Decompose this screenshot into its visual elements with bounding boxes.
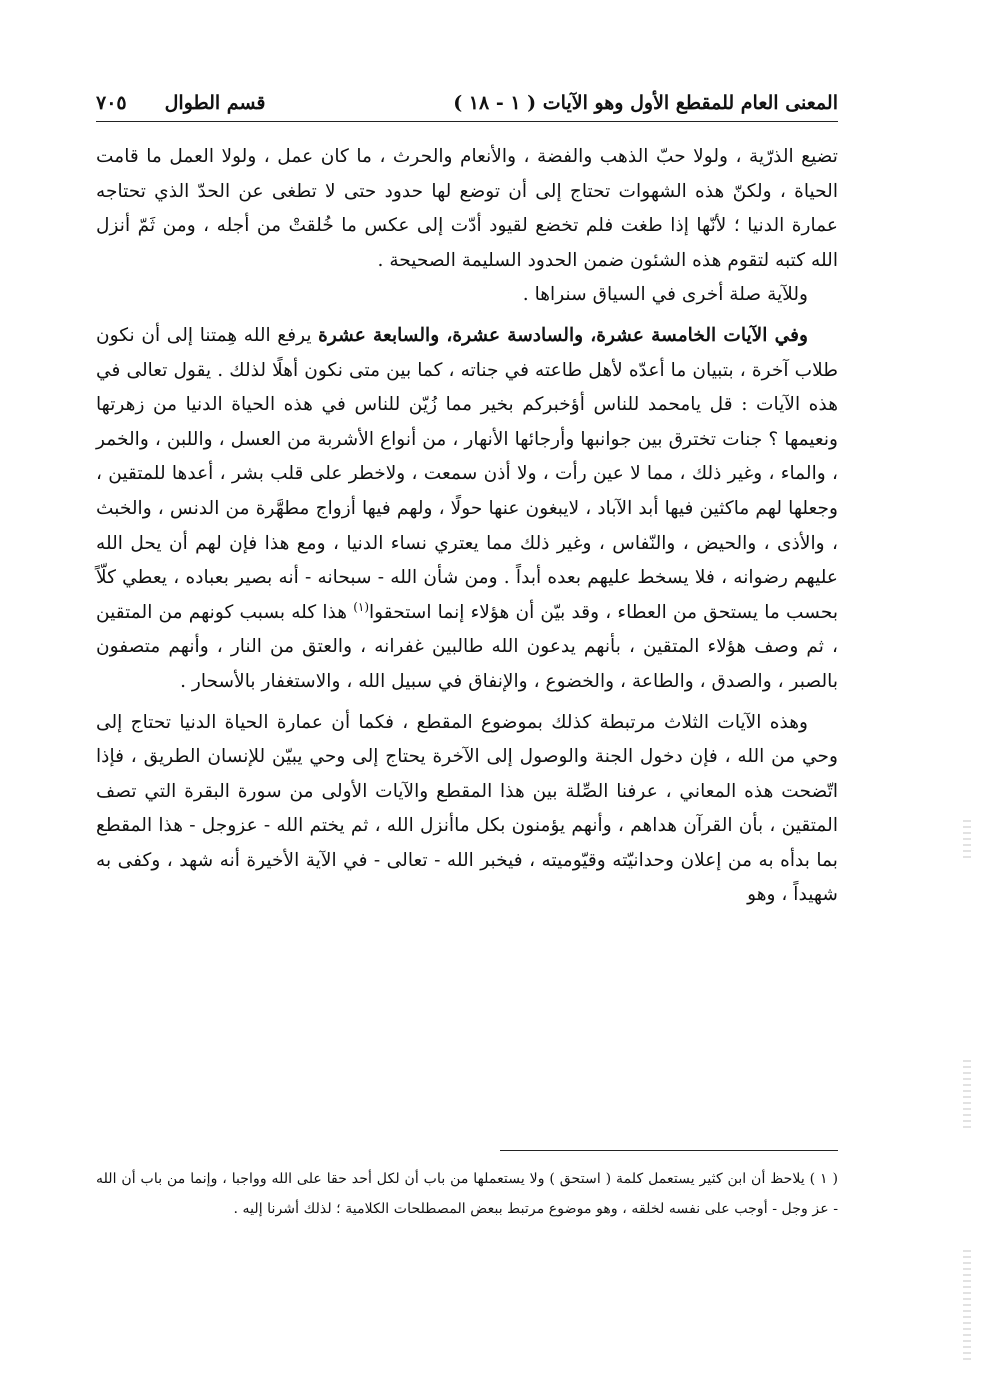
paragraph-1	[96, 140, 838, 278]
scan-artifact	[963, 820, 971, 860]
page-number: ٧٠٥	[96, 92, 127, 114]
body-text	[96, 140, 838, 913]
header-title: المعنى العام للمقطع الأول وهو الآيات ( ١ - ١٨ )	[453, 92, 838, 114]
scan-artifact	[963, 1250, 971, 1360]
paragraph-4-text: وهذه الآيات الثلاث مرتبطة كذلك بموضوع المقطع ، فكما أن عمارة الحياة الدنيا تحتاج إلى وحي من الله ، فإن دخول الجنة والوصول إلى الآخرة يحتاج إلى وحي يبيّن للإنسان الطريق ، فإذا اتّضحت هذه المعاني ، عرفنا الصِّلة بين هذا المقطع والآيات الأولى من سورة البقرة التي تصف المتقين ، بأن القرآن هداهم ، وأنهم يؤمنون بكل ماأنزل الله ، ثم يختم الله - عزوجل - هذا المقطع بما بدأه به من إعلان وحدانيّته وقيّوميته ، فيخبر الله - تعالى - في الآية الأخيرة أنه شهد ، وكفى به شهيداً ، وهو	[96, 711, 838, 906]
footnote	[96, 1164, 838, 1224]
paragraph-2-text: وللآية صلة أخرى في السياق سنراها .	[522, 284, 808, 306]
paragraph-3	[96, 319, 838, 700]
footnote-divider	[500, 1150, 838, 1151]
paragraph-3-lead: وفي الآيات الخامسة عشرة، والسادسة عشرة، والسابعة عشرة	[318, 324, 808, 346]
header-section: قسم الطوال	[164, 92, 266, 114]
footnote-reference[interactable]: (١)	[353, 599, 370, 614]
paragraph-3-text: يرفع الله هِمتنا إلى أن نكون طلاب آخرة ، بتبيان ما أعدّه لأهل طاعته في جناته ، كما بين متى نكون أهلًا لذلك . يقول تعالى في هذه الآيات : قل يامحمد للناس أؤخبركم بخير مما زُيّن للناس في هذه الحياة الدنيا من زهرتها ونعيمها ؟ جنات تخترق بين جوانبها وأرجائها الأنهار ، من أنواع الأشربة من العسل ، واللبن ، والخمر ، والماء ، وغير ذلك ، مما لا عين رأت ، ولا أذن سمعت ، ولاخطر على قلب بشر ، أعدها للمتقين ، وجعلها لهم ماكثين فيها أبد الآباد ، لايبغون عنها حولًا ، ولهم فيها أزواج مطهَّرة من الدنس ، والخبث ، والأذى ، والحيض ، والنّفاس ، وغير ذلك مما يعتري نساء الدنيا ، ومع هذا فإن لهم أن يحل الله عليهم رضوانه ، فلا يسخط عليهم بعده أبداً . ومن شأن الله - سبحانه - أنه بصير بعباده ، يعطي كلّاً بحسب ما يستحق من العطاء ، وقد بيّن أن هؤلاء إنما استحقوا	[96, 324, 839, 623]
paragraph-3-continuation: هذا كله بسبب كونهم من المتقين ، ثم وصف هؤلاء المتقين ، بأنهم يدعون الله طالبين غفرانه ، والعتق من النار ، وأنهم متصفون بالصبر ، والصدق ، والطاعة ، والخضوع ، والإنفاق في سبيل الله ، والاستغفار بالأسحار .	[96, 601, 838, 692]
running-header	[96, 80, 838, 114]
paragraph-2	[96, 278, 838, 313]
header-divider	[96, 121, 838, 122]
footnote-1: ( ١ ) يلاحظ أن ابن كثير يستعمل كلمة ( استحق ) ولا يستعملها من باب أن لكل أحد حقا على الله وواجبا ، وإنما من باب أن الله - عز وجل - أوجب على نفسه لخلقه ، وهو موضوع مرتبط ببعض المصطلحات الكلامية ؛ لذلك أشرنا إليه .	[96, 1171, 838, 1217]
scan-artifact	[963, 1060, 971, 1130]
paragraph-4	[96, 706, 838, 914]
paragraph-1-text: تضيع الذرّية ، ولولا حبّ الذهب والفضة ، والأنعام والحرث ، ما كان عمل ، ولولا العمل ما قامت الحياة ، ولكنّ هذه الشهوات تحتاج إلى أن توضع لها حدود حتى لا تطغى عن الحدّ الذي تحتاجه عمارة الدنيا ؛ لأنّها إذا طغت فلم تخضع لقيود أدّت إلى عكس ما خُلقتْ من أجله ، ومن ثَمّ أنزل الله كتبه لتقوم هذه الشئون ضمن الحدود السليمة الصحيحة .	[96, 146, 838, 271]
